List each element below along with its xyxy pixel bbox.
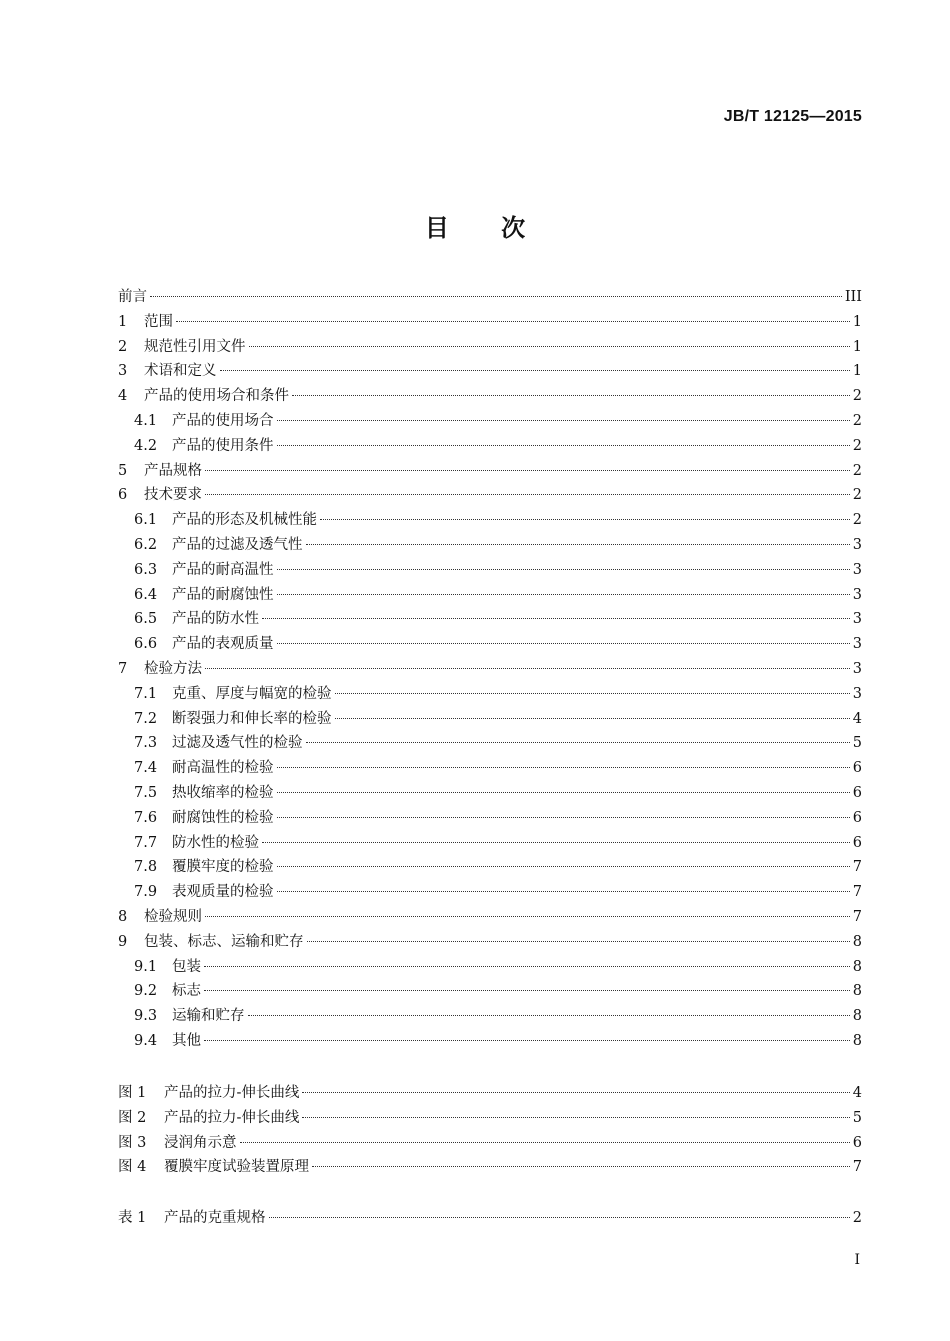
entry-label: 产品的表观质量 [172,636,274,653]
dot-leader [205,470,850,471]
dot-leader [335,718,850,719]
entry-label: 覆膜牢度的检验 [172,859,274,876]
entry-page: III [844,289,862,305]
toc-entry[interactable] [118,459,862,484]
entry-page: 1 [852,363,862,380]
entry-number: 7.2 [134,710,158,727]
toc-entry[interactable] [118,533,862,558]
entry-label: 产品的过滤及透气性 [172,536,303,553]
dot-leader [277,420,850,421]
entry-page: 3 [852,536,862,553]
dot-leader [205,668,850,669]
entry-label: 规范性引用文件 [144,338,246,355]
toc-entry[interactable] [118,483,862,508]
entry-label: 检验规则 [144,908,202,925]
entry-page: 3 [852,636,862,653]
entry-number: 6.3 [134,561,158,578]
entry-page: 4 [852,1085,862,1101]
dot-leader [220,370,850,371]
entry-number: 图 1 [118,1085,147,1101]
dot-leader [320,519,850,520]
entry-number: 6.4 [134,586,158,603]
entry-number: 4.1 [134,412,158,429]
entry-page: 2 [852,1210,862,1226]
toc-entry[interactable] [118,657,862,682]
entry-page: 7 [852,859,862,876]
toc-entry[interactable] [118,310,862,335]
entry-page: 2 [852,462,862,479]
title-char-right: 次 [501,214,526,242]
toc-entry[interactable] [118,831,862,856]
entry-number: 图 2 [118,1109,147,1126]
entry-page: 1 [852,313,862,330]
toc-entry[interactable] [118,707,862,732]
entry-label: 前言 [118,289,147,305]
entry-page: 7 [852,908,862,925]
toc-entry[interactable] [118,806,862,831]
page-title [0,208,950,243]
entry-page: 6 [852,809,862,826]
entry-label: 产品的使用场合和条件 [144,388,289,405]
entry-label: 产品的形态及机械性能 [172,512,317,529]
dot-leader [249,346,850,347]
toc-entry[interactable] [118,1081,862,1106]
toc-entry[interactable] [118,583,862,608]
entry-number: 7.5 [134,784,158,801]
dot-leader [277,643,850,644]
entry-label: 运输和贮存 [172,1008,245,1025]
dot-leader [204,1040,850,1041]
toc-entry[interactable] [118,905,862,930]
entry-page: 3 [852,660,862,677]
entry-label: 包装、标志、运输和贮存 [144,933,304,950]
toc-entry[interactable] [118,632,862,657]
entry-label: 其他 [172,1032,201,1049]
entry-number: 7.8 [134,859,158,876]
entry-number: 2 [118,338,128,355]
entry-number: 3 [118,363,128,380]
entry-number: 6.2 [134,536,158,553]
table-of-contents [118,285,862,1054]
entry-label: 断裂强力和伸长率的检验 [172,710,332,727]
dot-leader [277,792,850,793]
dot-leader [277,817,850,818]
entry-label: 产品的使用场合 [172,412,274,429]
dot-leader [205,916,850,917]
toc-entry[interactable] [118,731,862,756]
toc-entry[interactable] [118,558,862,583]
entry-label: 范围 [144,313,173,330]
entry-page: 8 [852,1008,862,1025]
entry-number: 9 [118,933,128,950]
entry-number: 图 4 [118,1159,147,1176]
entry-label: 检验方法 [144,660,202,677]
toc-entry[interactable] [118,955,862,980]
list-of-tables [118,1206,862,1231]
toc-entry[interactable] [118,508,862,533]
entry-label: 包装 [172,958,201,975]
entry-page: 5 [852,1109,862,1126]
dot-leader [292,395,850,396]
entry-number: 图 3 [118,1134,147,1151]
dot-leader [277,445,850,446]
entry-page: 8 [852,983,862,1000]
entry-label: 过滤及透气性的检验 [172,735,303,752]
toc-entry[interactable] [118,285,862,310]
entry-label: 产品规格 [144,462,202,479]
dot-leader [269,1217,850,1218]
dot-leader [277,866,850,867]
entry-page: 6 [852,834,862,851]
toc-entry[interactable] [118,359,862,384]
entry-page: 8 [852,933,862,950]
entry-label: 克重、厚度与幅宽的检验 [172,685,332,702]
toc-entry[interactable] [118,855,862,880]
entry-number: 6.5 [134,611,158,628]
entry-number: 9.1 [134,958,158,975]
entry-label: 覆膜牢度试验装置原理 [164,1159,309,1176]
entry-number: 7.9 [134,884,158,901]
toc-entry[interactable] [118,682,862,707]
entry-label: 防水性的检验 [172,834,259,851]
dot-leader [307,941,850,942]
dot-leader [248,1015,850,1016]
entry-label: 产品的拉力-伸长曲线 [164,1109,300,1126]
entry-page: 2 [852,487,862,504]
entry-label: 浸润角示意 [164,1134,237,1151]
toc-entry[interactable] [118,979,862,1004]
entry-number: 表 1 [118,1210,147,1226]
entry-page: 7 [852,884,862,901]
entry-page: 8 [852,1032,862,1049]
dot-leader [306,544,850,545]
entry-label: 表观质量的检验 [172,884,274,901]
entry-label: 耐高温性的检验 [172,760,274,777]
entry-number: 7 [118,660,128,677]
entry-page: 5 [852,735,862,752]
entry-label: 产品的拉力-伸长曲线 [164,1085,300,1101]
entry-label: 产品的耐高温性 [172,561,274,578]
entry-page: 3 [852,586,862,603]
toc-entry[interactable] [118,930,862,955]
entry-page: 6 [852,784,862,801]
entry-page: 8 [852,958,862,975]
toc-entry[interactable] [118,1206,862,1231]
entry-number: 7.7 [134,834,158,851]
toc-entry[interactable] [118,1106,862,1131]
entry-page: 2 [852,412,862,429]
entry-page: 2 [852,388,862,405]
entry-number: 4 [118,388,128,405]
toc-entry[interactable] [118,756,862,781]
dot-leader [262,842,850,843]
dot-leader [277,569,850,570]
entry-page: 6 [852,760,862,777]
entry-label: 耐腐蚀性的检验 [172,809,274,826]
entry-number: 7.3 [134,735,158,752]
entry-page: 3 [852,561,862,578]
dot-leader [204,966,850,967]
entry-page: 3 [852,685,862,702]
entry-number: 1 [118,313,128,330]
entry-label: 产品的使用条件 [172,437,274,454]
dot-leader [312,1166,850,1167]
dot-leader [277,891,850,892]
entry-number: 7.6 [134,809,158,826]
entry-page: 4 [852,710,862,727]
toc-entry[interactable] [118,384,862,409]
entry-label: 产品的克重规格 [164,1210,266,1226]
dot-leader [306,742,850,743]
toc-entry[interactable] [118,1131,862,1156]
dot-leader [150,296,842,297]
entry-page: 6 [852,1134,862,1151]
entry-number: 5 [118,462,128,479]
dot-leader [302,1092,849,1093]
page-number: I [854,1252,860,1268]
entry-label: 技术要求 [144,487,202,504]
entry-label: 热收缩率的检验 [172,784,274,801]
entry-number: 6.6 [134,636,158,653]
entry-number: 7.4 [134,760,158,777]
dot-leader [240,1142,850,1143]
entry-label: 标志 [172,983,201,1000]
dot-leader [205,494,850,495]
toc-entry[interactable] [118,880,862,905]
entry-number: 9.4 [134,1032,158,1049]
toc-entry[interactable] [118,1004,862,1029]
dot-leader [176,321,850,322]
toc-entry[interactable] [118,335,862,360]
entry-number: 8 [118,908,128,925]
dot-leader [335,693,850,694]
list-of-figures [118,1081,862,1180]
entry-page: 1 [852,338,862,355]
entry-label: 产品的防水性 [172,611,259,628]
entry-page: 7 [852,1159,862,1176]
toc-entry[interactable] [118,1155,862,1180]
entry-page: 3 [852,611,862,628]
toc-entry[interactable] [118,409,862,434]
entry-page: 2 [852,437,862,454]
dot-leader [204,990,850,991]
dot-leader [302,1117,849,1118]
dot-leader [262,618,850,619]
entry-number: 6 [118,487,128,504]
entry-page: 2 [852,512,862,529]
entry-label: 术语和定义 [144,363,217,380]
entry-number: 4.2 [134,437,158,454]
dot-leader [277,594,850,595]
standard-code: JB/T 12125—2015 [723,108,862,125]
dot-leader [277,767,850,768]
toc-entry[interactable] [118,1029,862,1054]
entry-number: 6.1 [134,512,158,529]
toc-entry[interactable] [118,607,862,632]
title-char-left: 目 [424,214,449,242]
entry-number: 7.1 [134,685,158,702]
toc-entry[interactable] [118,434,862,459]
entry-number: 9.3 [134,1008,158,1025]
entry-number: 9.2 [134,983,158,1000]
toc-entry[interactable] [118,781,862,806]
entry-label: 产品的耐腐蚀性 [172,586,274,603]
